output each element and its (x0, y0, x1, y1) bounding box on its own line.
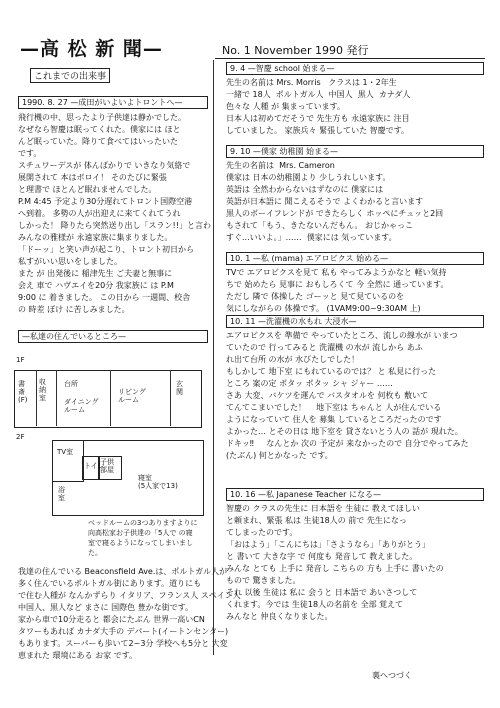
text-line: 気にしながらの 体操です。 (1VAM9:00~9:30AM 上) (226, 304, 421, 313)
text-line: と理書で ほとんど眠れませんでした。 (18, 185, 157, 194)
text-line: もので 驚きました。 (226, 576, 301, 585)
newspaper-title: —高 松 新 聞— (20, 38, 163, 60)
column-divider (213, 60, 214, 655)
text-line: くれます。今では 生徒18人の名前を 全部 覚えて (226, 600, 404, 609)
signoff: 裏へつづく (372, 671, 412, 680)
text-line: です。 (18, 149, 42, 158)
article-3 (226, 252, 484, 315)
wall (110, 370, 111, 426)
text-line: P.M 4:45 予定より30分遅れてトロント国際空港 (18, 197, 193, 206)
text-line: エアロビクスを 準備で やっていたところ、流しの線水が いまつ (226, 331, 458, 340)
text-line: 展開されて 本はボロイ！ そのたびに緊張 (18, 173, 167, 182)
text-line: 9:00 に 着きました。 この日から 一週間、校舎 (18, 293, 191, 302)
left-article-heading: 1990. 8. 27 —成田がいよいよトロントへ— (18, 96, 208, 109)
house-description-body (18, 566, 241, 662)
tv-room-box (52, 440, 84, 482)
text-line: スチュワーデスが 体んばかりで いきなり気絡で (18, 161, 191, 170)
text-line: しかった！ 降りたら突然送り出し「スラン!!」と言わ (18, 221, 211, 230)
room-dining: ダイニング ルーム (64, 398, 99, 414)
text-line: 家から車で10分走ると 都会にたぶん 世界一高いCN (18, 615, 205, 624)
room-storage: 収 納 室 (39, 378, 46, 402)
text-line: 先生の名前は Mrs. Morris クラスは 1・2年生 (226, 78, 397, 87)
text-line: 中国人、黒人など まさに 国際色 豊かな街です。 (18, 603, 193, 612)
text-line: みんなの雅様が 永遠家族に集まりました。 (18, 233, 173, 242)
article-body (226, 77, 484, 137)
text-line: 飛行機の中、思ったより子供達は静かでした。 (18, 113, 186, 122)
left-article-body (18, 112, 211, 316)
text-line: と 書いて 大きな字 で 何度も 発音して 教えました。 (226, 552, 418, 561)
room-bedroom: 寝室 (5人家で13) (138, 474, 178, 490)
article-heading: 10. 11 —洗濯機の水もれ 大浸水— (226, 315, 484, 328)
article-1 (226, 62, 484, 137)
text-line: みんな とても 上手に 発音し こちらの 方も 上手に 書いたの (226, 564, 444, 573)
header-rule (215, 58, 485, 59)
text-line: てしまったのです。 (226, 528, 298, 537)
text-line: ていたので 行ってみると 洗濯機 の水が 流しから あふ (226, 343, 423, 352)
article-body (226, 330, 484, 462)
text-line: 「おはよう」「こんにちは」「さようなら」「ありがとう」 (226, 540, 430, 549)
text-line: ところ 案の定 ポタッ ポタッ シャ ジャー …… (226, 379, 393, 388)
room-bath: 浴 室 (58, 486, 65, 502)
text-line: で住む人種が なんかずらり イタリア、フランス人 スペイン人 (18, 591, 241, 600)
article-2 (226, 145, 484, 244)
bedroom-note: ベッドルームの3つありますよりに向高松家お子供達の「5人で の寝室で寝るようになってしまいました。 (88, 519, 198, 557)
text-line: へ到着。 多勢の人が出迎えに来てくれてうれ (18, 209, 181, 218)
text-line: 英語は 全然わからないはずなのに 僕家には (226, 185, 384, 194)
text-line: よかった… とその日は 地下室を 貸さないとう人の 話が 現れた。 (226, 427, 463, 436)
room-kids: 子供 部屋 (100, 458, 114, 474)
text-line: していました。 家族兵々 緊張していた 智慶です。 (226, 126, 409, 135)
text-line: なぜなら智慶は眠ってくれた。僕家には ほと (18, 125, 181, 134)
text-line: みんなと 仲良くなりました。 (226, 612, 333, 621)
text-line: んど眠っていた。降りて食べてはいったいた (18, 137, 178, 146)
past-events-label: これまでの出来事 (30, 68, 110, 83)
room-living: リビング ルーム (118, 388, 146, 404)
house-section (18, 330, 208, 343)
text-line: タワーもあれば カナダ大手の デパート(イートンセンター) (18, 627, 229, 636)
text-line: 日本人は初めてだそうで 先生方も 永遠家族に 注目 (226, 114, 410, 123)
text-line: ちで 始めたら 見事に おもしろくて 今 全然に 通っています。 (226, 280, 449, 289)
house-heading: —私達の住んでいるところ— (18, 330, 208, 343)
text-line: の 時差 ぼけ に苦しみました。 (18, 305, 130, 314)
text-line: すぐ...いいよ。」…… 僕家には 気っています。 (226, 233, 397, 242)
article-heading: 9. 4 —智慶 school 始まる— (226, 62, 484, 75)
article-4 (226, 315, 484, 462)
article-heading: 10. 1 —私 (mama) エアロビクス 始める— (226, 252, 484, 265)
text-line: それ 以後 生徒は 私に 会うと 日本語で あいさつして (226, 588, 418, 597)
text-line: ドキッ‼︎ なんとか 次の 予定が 来なかったので 自分でやってみた (226, 439, 469, 448)
text-line: TVで エアロビクスを見て 私も やってみようかなと 軽い気持 (226, 268, 447, 277)
room-entrance: 玄 関 (176, 380, 183, 396)
text-line: もされて「もう、きたないんだもん。 おじかゃっこ (226, 221, 414, 230)
room-tv: TV室 (57, 448, 74, 456)
article-heading: 9. 10 —僕家 幼稚園 始まる— (226, 145, 484, 158)
article-heading: 10. 16 —私 Japanese Teacher になる— (226, 488, 484, 501)
text-line: 僕家は 日本の幼稚園より 少しうれしいます。 (226, 173, 391, 182)
text-line: てんてこまいでした！ 地下室は ちゃんと 人が住んでいる (226, 403, 442, 412)
wall (36, 370, 37, 426)
text-line: もしかして 地下室 にもれているのでは？ と 私見に行った (226, 367, 437, 376)
wall (170, 370, 171, 426)
text-line: 「ドーッ」と笑い声が起こり、トロント初日から (18, 245, 194, 254)
text-line: 色々な 人種 が 集まっています。 (226, 102, 345, 111)
text-line: 智慶の クラスの先生に 日本語を 生徒に 教えてほしい (226, 504, 420, 513)
text-line: 一緒で 18人 ポルトガル人 中国人 黒人 カナダ人 (226, 90, 411, 99)
text-line: 私すがいい思いをしました。 (18, 257, 122, 266)
text-line: ただし 隣で 体操した ゴーッと 見て見ているのを (226, 292, 405, 301)
text-line: もあります。スーパーも歩いて2~3分 学校へも5分と 大変 (18, 639, 228, 648)
text-line: 我達の住んでいる Beaconsfield Ave.は、ポルトガル人が (18, 567, 228, 576)
text-line: (たぶん) 何とかなった です。 (226, 451, 333, 460)
text-line: れ出て台所 の水が 水びたしでした！ (226, 355, 360, 364)
article-body (226, 160, 484, 244)
article-body (226, 267, 484, 315)
text-line: 会え 車で ハヴエイを20分 我家族に は P.M (18, 281, 174, 290)
house-description (18, 566, 241, 662)
text-line: また が 出発後に 稲津先生 ご夫妻と無事に (18, 269, 173, 278)
text-line: 英語が日本語に 聞こえるそうで よくわかると言います (226, 197, 424, 206)
text-line: 先生の名前は Mrs. Cameron (226, 161, 335, 170)
article-5 (226, 488, 484, 623)
issue-date: No. 1 November 1990 発行 (222, 44, 369, 57)
text-line: と頼まれ、緊張 私は 生徒18人の 前で 先生になっ (226, 516, 407, 525)
text-line: さあ 大変、バケツを運んで バスタオルを 何枚も 敷いて (226, 391, 429, 400)
wall (56, 370, 57, 426)
floor-2f-label: 2F (16, 433, 25, 441)
left-article (18, 96, 211, 316)
text-line: 恵まれた 環境にある お家 です。 (18, 651, 137, 660)
room-toilet: トイレ (84, 462, 105, 470)
text-line: 多く住んでいるポルトガル街にあります。道りにも (18, 579, 202, 588)
text-line: ようになっていて 住人を 募集 しているところだったのです (226, 415, 442, 424)
room-kitchen: 台所 (64, 380, 78, 388)
text-line: 黒人のボーイフレンドが できたらしく ホッペにチュッと2回 (226, 209, 444, 218)
room-study: 書 斎 (F) (18, 380, 28, 404)
floor-1f-label: 1F (16, 356, 25, 364)
article-body (226, 503, 484, 623)
